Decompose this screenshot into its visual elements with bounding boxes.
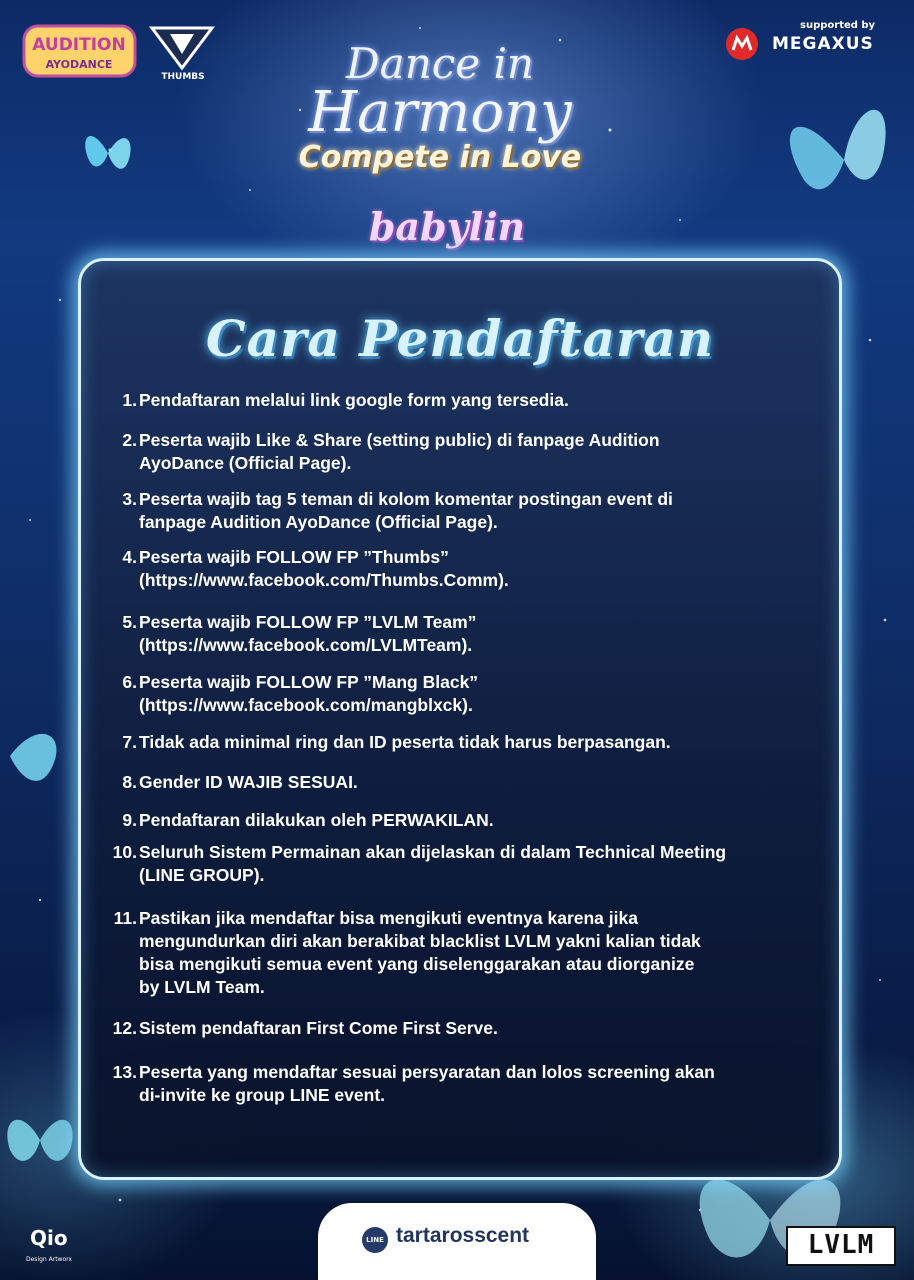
rule-number: 4.	[122, 547, 137, 567]
rule-text-line: Peserta wajib FOLLOW FP ”LVLM Team”	[139, 612, 477, 632]
rule-text-line: Tidak ada minimal ring dan ID peserta tidak harus berpasangan.	[139, 732, 671, 752]
rule-text	[139, 389, 799, 412]
rule-text-line: (https://www.facebook.com/Thumbs.Comm).	[139, 570, 509, 590]
supported-by-label: supported by	[800, 20, 876, 31]
rule-text-line: Pendaftaran melalui link google form yang tersedia.	[139, 390, 569, 410]
rule-text	[139, 809, 799, 832]
butterfly-icon	[774, 90, 900, 220]
rule-text-line: Gender ID WAJIB SESUAI.	[139, 772, 358, 792]
butterfly-icon	[0, 1100, 80, 1180]
rule-number: 7.	[122, 732, 137, 752]
rule-text	[139, 671, 799, 717]
rule-text-line: Peserta wajib FOLLOW FP ”Thumbs”	[139, 547, 449, 567]
rule-text	[139, 1017, 799, 1040]
line-id: tartarosscent	[396, 1224, 530, 1247]
rule-text-line: (https://www.facebook.com/mangblxck).	[139, 695, 473, 715]
audition-ayodance-logo	[22, 22, 137, 82]
event-title-line3: Compete in Love	[298, 140, 582, 175]
butterfly-icon	[0, 716, 70, 796]
panel-title: Cara Pendaftaran	[205, 309, 715, 368]
butterfly-icon	[80, 118, 136, 188]
rule-text	[139, 488, 799, 534]
line-contact-pill	[318, 1203, 596, 1280]
registration-panel	[78, 258, 842, 1180]
rule-number: 2.	[122, 430, 137, 450]
rule-text-line: Peserta wajib Like & Share (setting public) di fanpage Audition	[139, 430, 660, 450]
rule-text-line: Seluruh Sistem Permainan akan dijelaskan di dalam Technical Meeting	[139, 842, 727, 862]
qio-logo: Qio	[30, 1226, 68, 1250]
rule-text-line: Pastikan jika mendaftar bisa mengikuti eventnya karena jika	[139, 908, 638, 928]
rule-text	[139, 907, 799, 999]
rule-text	[139, 611, 799, 657]
rule-text	[139, 429, 799, 475]
rule-number: 3.	[122, 489, 137, 509]
rule-text-line: AyoDance (Official Page).	[139, 453, 352, 473]
event-title-line2: Harmony	[308, 80, 572, 145]
svg-text:AYODANCE: AYODANCE	[45, 58, 113, 71]
rule-number: 1.	[122, 390, 137, 410]
megaxus-logo-icon	[724, 26, 760, 62]
rule-number: 11.	[113, 908, 137, 928]
event-title	[270, 40, 610, 176]
rule-number: 13.	[112, 1062, 137, 1082]
rule-text-line: bisa mengikuti semua event yang diselenggarakan atau diorganize	[139, 954, 695, 974]
event-title-line1: Dance in	[346, 39, 534, 88]
rule-text	[139, 731, 799, 754]
rule-text-line: (https://www.facebook.com/LVLMTeam).	[139, 635, 473, 655]
rule-text-line: di-invite ke group LINE event.	[139, 1085, 386, 1105]
rule-number: 5.	[122, 612, 137, 632]
babylin-logo: babylin	[368, 204, 526, 249]
rule-text-line: Pendaftaran dilakukan oleh PERWAKILAN.	[139, 810, 494, 830]
qio-design-label: Design Artworx	[26, 1256, 72, 1263]
rule-text-line: Sistem pendaftaran First Come First Serve.	[139, 1018, 498, 1038]
rule-text	[139, 546, 799, 592]
rule-text-line: fanpage Audition AyoDance (Official Page).	[139, 512, 498, 532]
rule-text-line: Peserta yang mendaftar sesuai persyaratan dan lolos screening akan	[139, 1062, 715, 1082]
megaxus-logo: MEGAXUS	[772, 34, 874, 54]
rule-number: 9.	[122, 810, 137, 830]
rule-number: 10.	[112, 842, 137, 862]
thumbs-label: THUMBS	[161, 72, 205, 82]
rule-text-line: Peserta wajib FOLLOW FP ”Mang Black”	[139, 672, 479, 692]
rule-text-line: by LVLM Team.	[139, 977, 265, 997]
rule-text-line: (LINE GROUP).	[139, 865, 265, 885]
rule-number: 8.	[122, 772, 137, 792]
lvlm-logo-text: LVLM	[807, 1230, 875, 1260]
rule-number: 12.	[112, 1018, 137, 1038]
rule-text-line: mengundurkan diri akan berakibat blacklist LVLM yakni kalian tidak	[139, 931, 701, 951]
rule-text	[139, 1061, 799, 1107]
rule-text	[139, 841, 799, 887]
rule-number: 6.	[122, 672, 137, 692]
rule-text	[139, 771, 799, 794]
line-icon: LINE	[362, 1227, 388, 1253]
svg-text:AUDITION: AUDITION	[32, 35, 126, 55]
lvlm-logo	[786, 1226, 896, 1266]
rule-text-line: Peserta wajib tag 5 teman di kolom komentar postingan event di	[139, 489, 673, 509]
